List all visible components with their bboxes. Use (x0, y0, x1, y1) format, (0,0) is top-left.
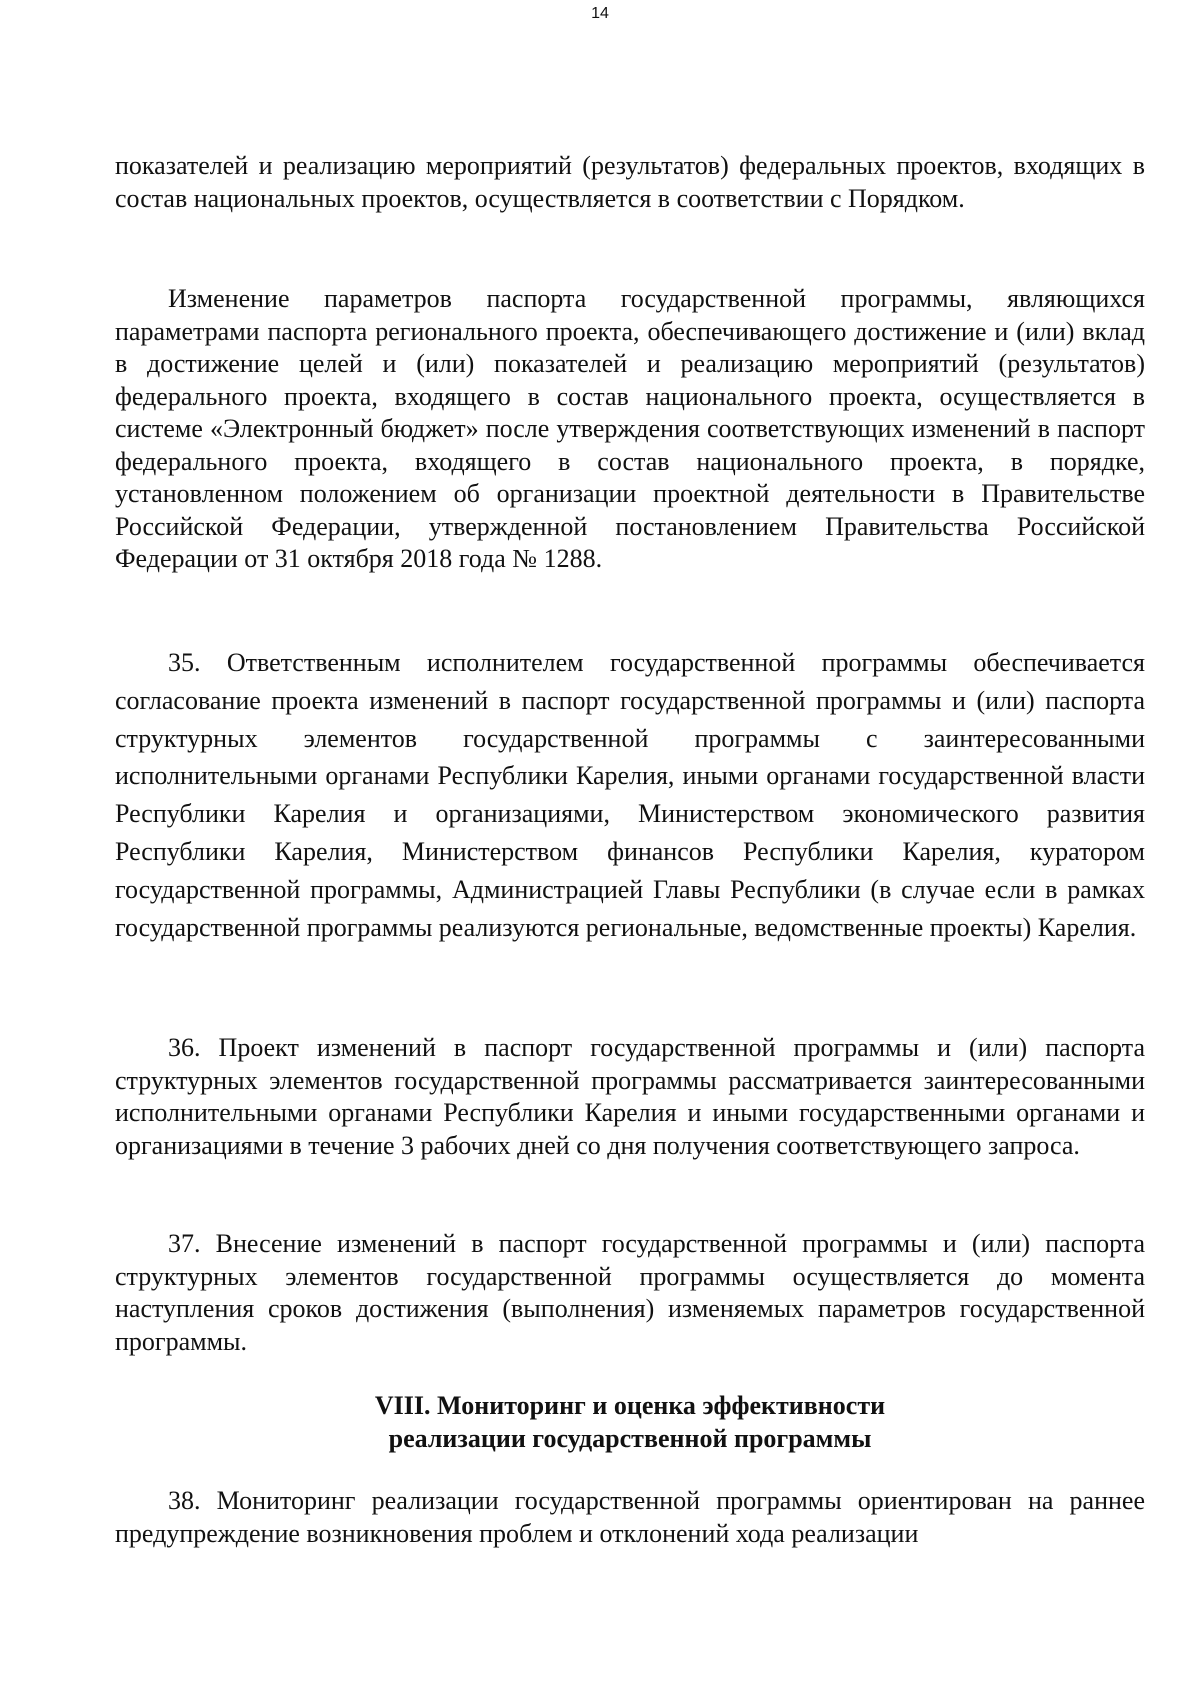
paragraph-continuation: показателей и реализацию мероприятий (результатов) федеральных проектов, входящих в состав национальных проектов, осуществляется в соответствии с Порядком. (115, 151, 1145, 213)
paragraph-36: 36. Проект изменений в паспорт государственной программы и (или) паспорта структурных элементов государственной программы рассматривается заинтересованными исполнительными органами Республики Карелия и иными государственными органами и организациями в течение 3 рабочих дней со дня получения соответствующего запроса. (115, 1033, 1145, 1160)
paragraph-38: 38. Мониторинг реализации государственной программы ориентирован на раннее предупреждение возникновения проблем и отклонений хода реализации (115, 1486, 1145, 1548)
section-heading (115, 1389, 1145, 1455)
paragraph-parameters-change: Изменение параметров паспорта государственной программы, являющихся параметрами паспорта регионального проекта, обеспечивающего достижение и (или) вклад в достижение целей и (или) показателей и реализацию мероприятий (результатов) федерального проекта, входящего в состав национального проекта, осуществляется в системе «Электронный бюджет» после утверждения соответствующих изменений в паспорт федерального проекта, входящего в состав национального проекта, в порядке, установленном положением об организации проектной деятельности в Правительстве Российской Федерации, утвержденной постановлением Правительства Российской Федерации от 31 октября 2018 года № 1288. (115, 284, 1145, 573)
section-heading-line-1: VIII. Мониторинг и оценка эффективности (374, 1391, 886, 1420)
paragraph-37: 37. Внесение изменений в паспорт государственной программы и (или) паспорта структурных элементов государственной программы осуществляется до момента наступления сроков достижения (выполнения) изменяемых параметров государственной программы. (115, 1229, 1145, 1356)
page-number: 14 (591, 5, 609, 22)
paragraph-35: 35. Ответственным исполнителем государственной программы обеспечивается согласование проекта изменений в паспорт государственной программы и (или) паспорта структурных элементов государственной программы с заинтересованными исполнительными органами Республики Карелия, иными органами государственной власти Республики Карелия и организациями, Министерством экономического развития Республики Карелия, Министерством финансов Республики Карелия, куратором государственной программы, Администрацией Главы Республики (в случае если в рамках государственной программы реализуются региональные, ведомственные проекты) Карелия. (115, 648, 1145, 942)
section-heading-line-2: реализации государственной программы (388, 1424, 872, 1453)
